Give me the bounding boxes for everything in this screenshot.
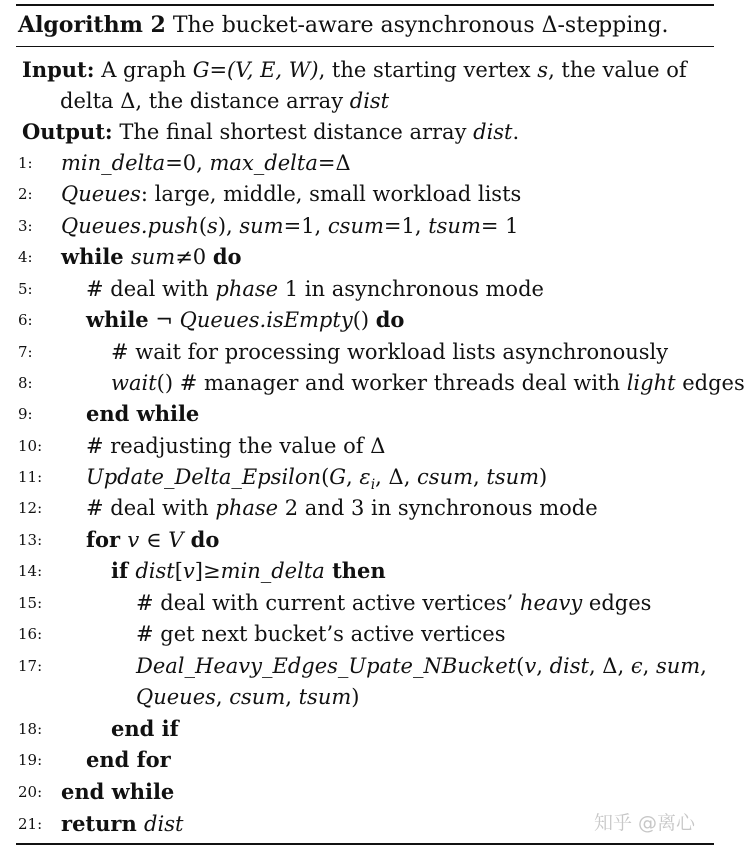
code-line	[111, 715, 179, 743]
code-line	[111, 338, 668, 366]
code-token: dist	[144, 812, 184, 836]
code-token: Update_Delta_Epsilon	[86, 465, 322, 489]
code-token: sum	[655, 654, 701, 678]
line-number: 17:	[18, 657, 43, 675]
code-token: ]≥	[194, 559, 221, 583]
code-line	[86, 306, 404, 334]
code-token: tsum	[486, 465, 540, 489]
code-token: csum	[327, 214, 384, 238]
code-token: ,	[285, 685, 299, 709]
code-token: : large, middle, small workload lists	[140, 182, 522, 206]
code-token: phase	[215, 277, 279, 301]
line-number: 15:	[18, 594, 43, 612]
code-token: ¬	[148, 308, 180, 332]
code-token: edges	[582, 591, 652, 615]
code-line	[111, 557, 386, 585]
code-token: ,	[215, 685, 230, 709]
code-token: max_delta	[209, 151, 318, 175]
code-line	[61, 149, 351, 177]
code-line	[86, 432, 385, 460]
output-text: .	[512, 120, 520, 144]
line-number: 10:	[18, 437, 43, 455]
code-token: v	[524, 654, 537, 678]
code-token: =1,	[383, 214, 429, 238]
code-token: wait	[111, 371, 157, 395]
code-token: 2 and 3 in synchronous mode	[278, 496, 598, 520]
line-number: 11:	[18, 468, 43, 486]
input-line-cont	[60, 87, 389, 115]
code-token: G	[329, 465, 347, 489]
code-line	[61, 212, 519, 240]
output-text: The final shortest distance array	[119, 120, 474, 144]
code-token: ,	[473, 465, 487, 489]
input-text: delta Δ, the distance array	[60, 89, 350, 113]
code-token: v	[182, 559, 195, 583]
bottom-rule	[16, 843, 714, 845]
code-token: min_delta	[61, 151, 166, 175]
keyword: do	[183, 527, 220, 552]
keyword: if	[111, 558, 136, 583]
input-text: dist	[349, 89, 390, 113]
code-token: tsum	[428, 214, 481, 238]
code-token: Queues	[136, 685, 216, 709]
keyword: end for	[86, 747, 171, 772]
keyword: return	[61, 811, 145, 836]
keyword: then	[324, 558, 386, 583]
code-token: # readjusting the value of Δ	[86, 434, 386, 458]
code-line	[86, 275, 544, 303]
code-token: # deal with	[86, 277, 216, 301]
top-rule	[16, 4, 714, 6]
code-token: sum	[239, 214, 284, 238]
code-token: csum	[417, 465, 474, 489]
code-token: Queues	[61, 182, 141, 206]
line-number: 2:	[18, 185, 33, 203]
line-number: 18:	[18, 720, 43, 738]
code-token: dist	[135, 559, 175, 583]
line-number: 3:	[18, 217, 33, 235]
code-token: # wait for processing workload lists asynchronously	[111, 340, 669, 364]
code-token: Queues.isEmpty	[179, 308, 353, 332]
code-token: =0,	[165, 151, 210, 175]
code-token: # deal with	[86, 496, 216, 520]
code-line	[61, 180, 521, 208]
code-token: ∈	[139, 528, 169, 552]
code-token: , Δ,	[375, 465, 418, 489]
code-line	[61, 243, 242, 271]
code-token: () # manager and worker threads deal with	[156, 371, 627, 395]
code-token: v	[127, 528, 140, 552]
code-token: heavy	[520, 591, 583, 615]
code-token: Queues.push	[61, 214, 199, 238]
code-line	[86, 400, 199, 428]
output-line	[22, 118, 519, 146]
code-token: s	[207, 214, 218, 238]
line-number: 8:	[18, 374, 33, 392]
code-line	[86, 746, 171, 774]
line-number: 14:	[18, 562, 43, 580]
watermark: 知乎 @离心	[594, 812, 696, 834]
line-number: 1:	[18, 154, 33, 172]
code-token: sum	[130, 245, 176, 269]
code-token: ϵ	[630, 654, 643, 678]
line-number: 7:	[18, 343, 33, 361]
line-number: 12:	[18, 499, 43, 517]
code-token: ≠0	[175, 245, 213, 269]
header-rule	[16, 46, 714, 47]
code-line	[136, 589, 651, 617]
keyword: end while	[86, 401, 200, 426]
code-token: ,	[700, 654, 707, 678]
input-label: Input:	[22, 57, 95, 82]
code-token: ε	[359, 465, 371, 489]
line-number: 21:	[18, 815, 43, 833]
code-line	[86, 526, 219, 554]
line-number: 4:	[18, 248, 33, 266]
line-number: 5:	[18, 280, 33, 298]
code-token: V	[168, 528, 184, 552]
code-token: = 1	[480, 214, 519, 238]
line-number: 9:	[18, 405, 33, 423]
code-token: ,	[346, 465, 360, 489]
code-token: , Δ,	[588, 654, 631, 678]
code-token: min_delta	[220, 559, 325, 583]
code-token: phase	[215, 496, 279, 520]
keyword: do	[212, 244, 242, 269]
code-token: (	[516, 654, 525, 678]
code-token: # deal with current active vertices’	[136, 591, 521, 615]
code-token: edges	[675, 371, 745, 395]
code-token: ),	[217, 214, 240, 238]
code-line	[136, 620, 505, 648]
output-label: Output:	[22, 119, 113, 144]
code-token: csum	[229, 685, 286, 709]
input-text: A graph	[101, 58, 193, 82]
code-token: # get next bucket’s active vertices	[136, 622, 506, 646]
code-token: ()	[352, 308, 376, 332]
input-text: , the value of	[548, 58, 687, 82]
keyword: while	[86, 307, 149, 332]
code-token: 1 in asynchronous mode	[278, 277, 544, 301]
line-number: 6:	[18, 311, 33, 329]
keyword: end if	[111, 716, 179, 741]
input-text: s	[537, 58, 549, 82]
code-line	[136, 652, 707, 680]
keyword: for	[86, 527, 128, 552]
code-token: (	[198, 214, 208, 238]
code-token: [	[174, 559, 183, 583]
code-token: tsum	[298, 685, 352, 709]
code-token: (	[321, 465, 330, 489]
code-token: ,	[642, 654, 656, 678]
input-text: , the starting vertex	[318, 58, 538, 82]
code-token: ,	[536, 654, 550, 678]
code-token: =Δ	[317, 151, 351, 175]
code-token: )	[351, 685, 360, 709]
algorithm-title	[18, 12, 669, 38]
input-line	[22, 56, 687, 84]
code-line	[61, 778, 174, 806]
line-number: 16:	[18, 625, 43, 643]
input-text: G=(V, E, W)	[192, 58, 319, 82]
code-token: =1,	[283, 214, 328, 238]
code-line	[61, 810, 183, 838]
epsilon-subscript: i	[370, 477, 376, 494]
code-line	[111, 369, 745, 397]
line-number: 13:	[18, 531, 43, 549]
line-number: 19:	[18, 751, 43, 769]
keyword: while	[61, 244, 131, 269]
keyword: end while	[61, 779, 175, 804]
algorithm-caption: The bucket-aware asynchronous Δ-stepping.	[172, 13, 669, 38]
keyword: do	[375, 307, 405, 332]
code-token: )	[539, 465, 548, 489]
output-text: dist	[473, 120, 513, 144]
code-line	[86, 494, 598, 522]
code-token: dist	[549, 654, 589, 678]
code-line	[136, 683, 359, 711]
line-number: 20:	[18, 783, 43, 801]
code-token: light	[626, 371, 676, 395]
algorithm-label: Algorithm 2	[18, 12, 166, 38]
code-token: Deal_Heavy_Edges_Upate_NBucket	[136, 654, 517, 678]
